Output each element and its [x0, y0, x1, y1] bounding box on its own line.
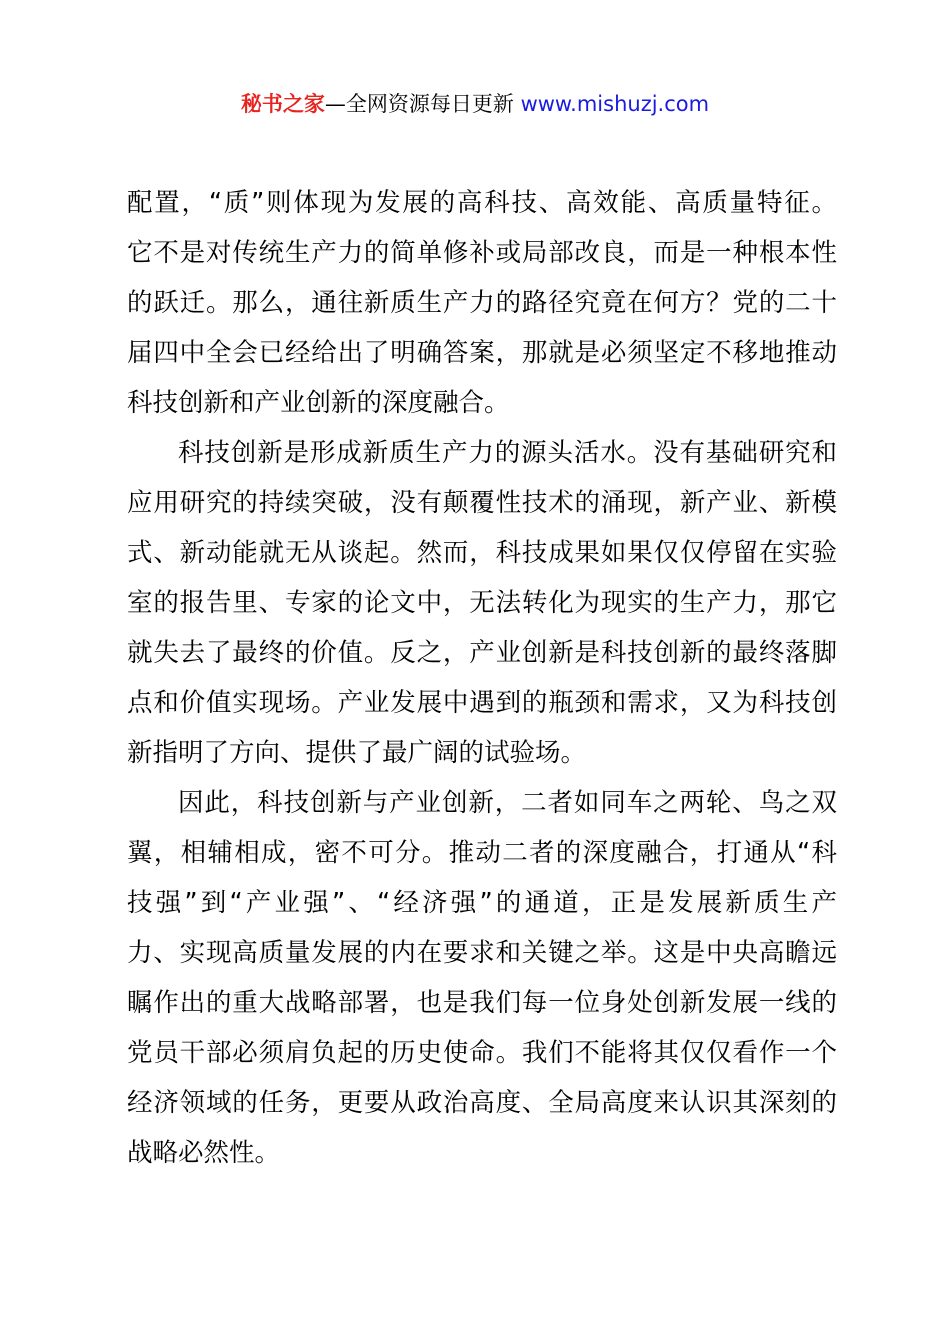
text-line: 科技创新是形成新质生产力的源头活水。没有基础研究和 [178, 438, 837, 468]
page-header [0, 86, 950, 122]
text-line: 战略必然性。 [127, 1138, 281, 1168]
paragraph [127, 428, 837, 778]
text-line: 技强”到“产业强”、“经济强”的通道，正是发展新质生产 [127, 888, 837, 918]
text-line: 它不是对传统生产力的简单修补或局部改良，而是一种根本性 [127, 238, 837, 268]
text-line: 翼，相辅相成，密不可分。推动二者的深度融合，打通从“科 [127, 838, 837, 868]
text-line: 新指明了方向、提供了最广阔的试验场。 [127, 738, 587, 768]
text-line: 应用研究的持续突破，没有颠覆性技术的涌现，新产业、新模 [127, 488, 837, 518]
text-line: 就失去了最终的价值。反之，产业创新是科技创新的最终落脚 [127, 638, 837, 668]
text-line: 室的报告里、专家的论文中，无法转化为现实的生产力，那它 [127, 588, 837, 618]
text-line: 配置，“质”则体现为发展的高科技、高效能、高质量特征。 [127, 188, 837, 218]
text-line: 因此，科技创新与产业创新，二者如同车之两轮、鸟之双 [178, 788, 837, 818]
text-line: 科技创新和产业创新的深度融合。 [127, 388, 510, 418]
brand-name: 秘书之家 [240, 92, 325, 116]
text-line: 党员干部必须肩负起的历史使命。我们不能将其仅仅看作一个 [127, 1038, 837, 1068]
text-line: 点和价值实现场。产业发展中遇到的瓶颈和需求，又为科技创 [127, 688, 837, 718]
text-line: 力、实现高质量发展的内在要求和关键之举。这是中央高瞻远 [127, 938, 837, 968]
text-line: 届四中全会已经给出了明确答案，那就是必须坚定不移地推动 [127, 338, 837, 368]
header-tagline: —全网资源每日更新 [324, 92, 521, 116]
text-line: 式、新动能就无从谈起。然而，科技成果如果仅仅停留在实验 [127, 538, 837, 568]
text-line: 的跃迁。那么，通往新质生产力的路径究竟在何方？党的二十 [127, 288, 837, 318]
document-body [127, 178, 837, 1178]
paragraph [127, 778, 837, 1178]
text-line: 经济领域的任务，更要从政治高度、全局高度来认识其深刻的 [127, 1088, 837, 1118]
site-url[interactable]: www.mishuzj.com [520, 92, 710, 116]
paragraph [127, 178, 837, 428]
text-line: 瞩作出的重大战略部署，也是我们每一位身处创新发展一线的 [127, 988, 837, 1018]
